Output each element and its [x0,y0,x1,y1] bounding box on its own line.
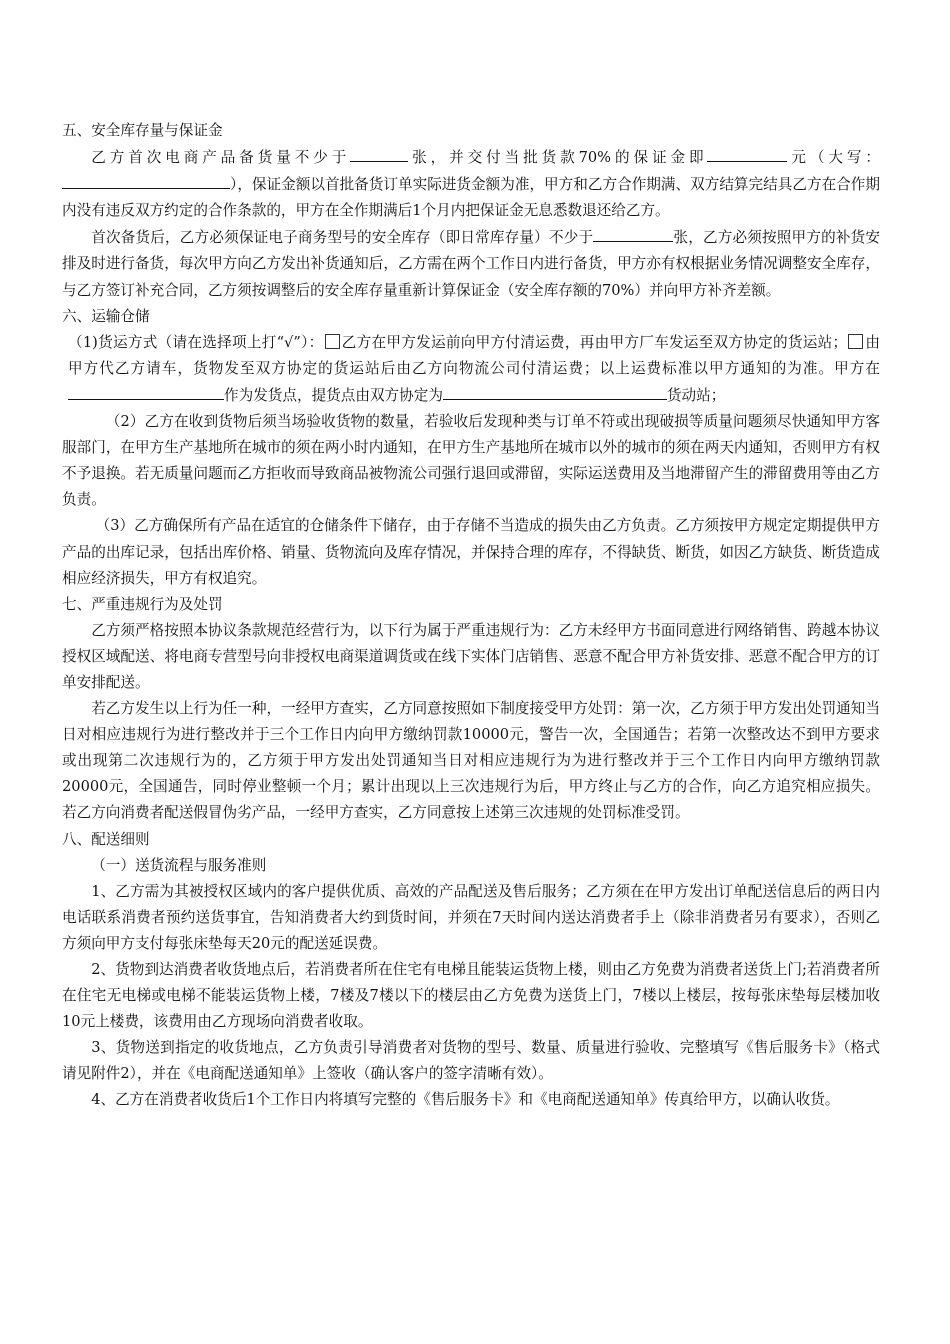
section-5-paragraph-2: 首次备货后，乙方必须保证电子商务型号的安全库存（即日常库存量）不少于 张，乙方必须按照甲方的补货安排及时进行备货，每次甲方向乙方发出补货通知后，乙方需在两个工作日内进行备货，甲方亦有权根据业务情况调整安全库存，与乙方签订补充合同，乙方须按调整后的安全库存量重新计算保证金（安全库存额的70%）并向甲方补齐差额。 [62,224,880,303]
section-6-paragraph-3: （3）乙方确保所有产品在适宜的仓储条件下储存，由于存储不当造成的损失由乙方负责。乙方须按甲方规定定期提供甲方产品的出库记录，包括出库价格、销量、货物流向及库存情况，并保持合理的库存，不得缺货、断货，如因乙方缺货、断货造成相应经济损失，甲方有权追究。 [62,517,880,587]
section-8-item-2: 2、货物到达消费者收货地点后，若消费者所在住宅有电梯且能装运货物上楼，则由乙方免费为消费者送货上门;若消费者所在住宅无电梯或电梯不能装运货物上楼，7楼及7楼以下的楼层由乙方免费为送货上门，7楼以上楼层，按每张床垫每层楼加收10元上楼费，该费用由乙方现场向消费者收取。 [62,961,880,1031]
section-6-paragraph-2: （2）乙方在收到货物后须当场验收货物的数量，若验收后发现种类与订单不符或出现破损等质量问题须尽快通知甲方客服部门，在甲方生产基地所在城市的须在两小时内通知，在甲方生产基地所在城市以外的城市的须在两天内通知，否则甲方有权不予退换。若无质量问题而乙方拒收而导致商品被物流公司强行退回或滞留，实际运送费用及当地滞留产生的滞留费用等由乙方负责。 [62,413,880,509]
deposit-amount-blank[interactable] [707,144,787,162]
section-8-item-1: 1、乙方需为其被授权区域内的客户提供优质、高效的产品配送及售后服务；乙方须在在甲方发出订单配送信息后的两日内电话联系消费者预约送货事宜，告知消费者大约到货时间，并须在7天时间内送达消费者手上（除非消费者另有要求），否则乙方须向甲方支付每张床垫每天20元的配送延误费。 [62,882,880,952]
pickup-point-blank[interactable] [443,382,667,400]
section-7-paragraph-1: 乙方须严格按照本协议条款规范经营行为，以下行为属于严重违规行为：乙方未经甲方书面同意进行网络销售、跨越本协议授权区域配送、将电商专营型号向非授权电商渠道调货或在线下实体门店销售、恶意不配合甲方补货安排、恶意不配合甲方的订单安排配送。 [62,621,880,691]
section-8-heading: 八、配送细则 [62,830,150,848]
stock-quantity-blank[interactable] [350,144,408,162]
section-6-paragraph-1: （1)货运方式（请在选择项上打“√”）： 乙方在甲方发运前向甲方付清运费，再由甲方厂车发运至双方协定的货运站； 由甲方代乙方请车，货物发至双方协定的货运站后由乙方向物流公司付清运费；以上运费标准以甲方通知的为准。甲方在作为发货点，提货点由双方协定为 货动站； [68,333,880,404]
section-7-paragraph-2: 若乙方发生以上行为任一种，一经甲方查实，乙方同意按照如下制度接受甲方处罚：第一次，乙方须于甲方发出处罚通知当日对相应违规行为进行整改并于三个工作日内向甲方缴纳罚款10000元，警告一次，全国通告；若第一次整改达不到甲方要求或出现第二次违规行为的，乙方须于甲方发出处罚通知当日对相应违规行为为进行整改并于三个工作日内向甲方缴纳罚款20000元，全国通告，同时停业整顿一个月；累计出现以上三次违规行为后，甲方终止与乙方的合作，向乙方追究相应损失。若乙方向消费者配送假冒伪劣产品，一经甲方查实，乙方同意按上述第三次违规的处罚标准受罚。 [62,700,880,822]
section-5-paragraph-1: 乙方首次电商产品备货量不少于 张，并交付当批货款70%的保证金即 元（大写：），保证金额以首批备货订单实际进货金额为准，甲方和乙方合作期满、双方结算完结具乙方在合作期内没有违反双方约定的合作条款的，甲方在全作期满后1个月内把保证金无息悉数退还给乙方。 [62,144,880,224]
section-8-item-3: 3、货物送到指定的收货地点，乙方负责引导消费者对货物的型号、数量、质量进行验收、完整填写《售后服务卡》（格式请见附件2），并在《电商配送通知单》上签收（确认客户的签字清晰有效）。 [62,1039,880,1083]
section-5-heading: 五、安全库存量与保证金 [62,122,223,139]
deposit-amount-words-blank[interactable] [62,171,230,189]
document-page [62,118,880,1114]
section-7-heading: 七、严重违规行为及处罚 [62,595,223,613]
section-6-heading: 六、运输仓储 [62,307,150,325]
safety-stock-blank[interactable] [593,224,673,242]
shipping-option-2-checkbox[interactable] [848,334,863,349]
shipping-option-1-checkbox[interactable] [325,334,340,349]
section-8-item-4: 4、乙方在消费者收货后1个工作日内将填写完整的《售后服务卡》和《电商配送通知单》传真给甲方，以确认收货。 [91,1091,840,1109]
shipping-point-blank[interactable] [68,382,224,400]
section-8-subheading: （一）送货流程与服务准则 [91,856,267,874]
